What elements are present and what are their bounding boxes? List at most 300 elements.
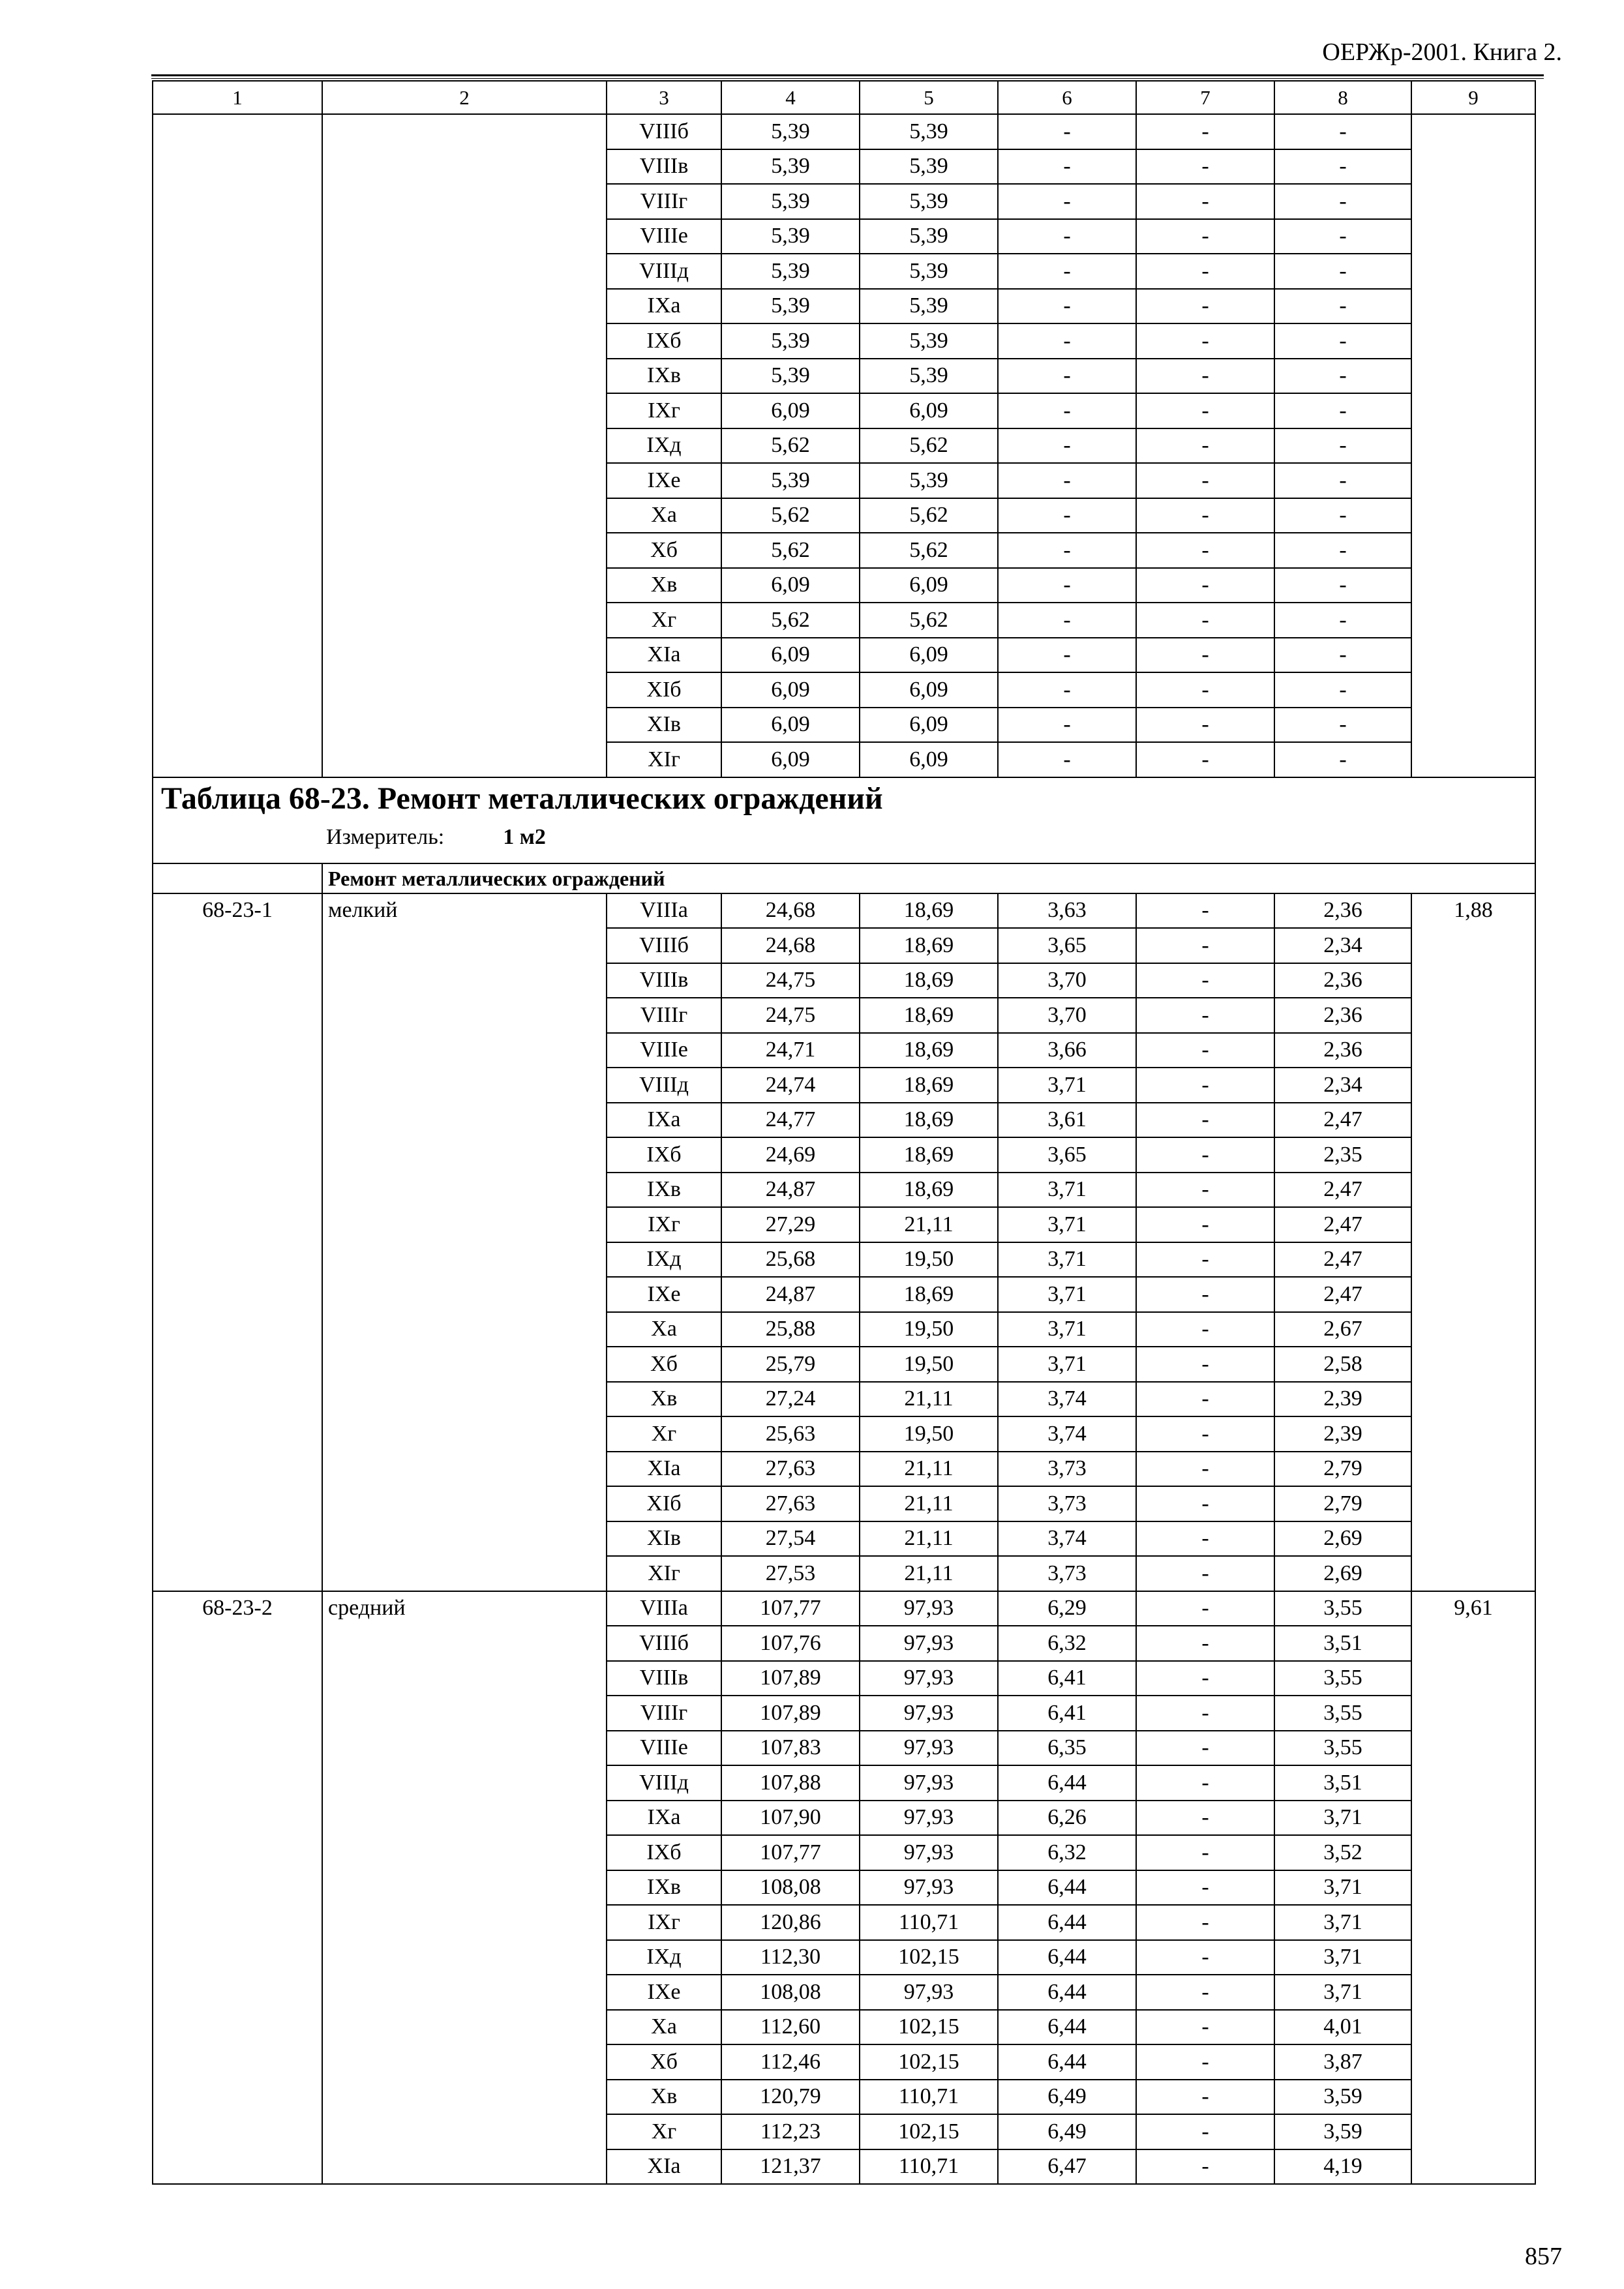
wages-cell: 18,69 <box>860 893 998 929</box>
machines-cell: 3,65 <box>998 928 1136 963</box>
machines-cell: 6,41 <box>998 1696 1136 1731</box>
total-cost-cell: 5,39 <box>721 323 860 359</box>
machinist-wages-cell: - <box>1136 219 1274 254</box>
materials-cell: - <box>1274 359 1411 394</box>
materials-cell: 2,58 <box>1274 1347 1411 1382</box>
machinist-wages-cell: - <box>1136 1731 1274 1766</box>
item-code: 68-23-1 <box>153 893 322 1591</box>
climate-zone-cell: IXв <box>607 1870 721 1906</box>
meter-unit: 1 м2 <box>503 824 546 849</box>
wages-cell: 21,11 <box>860 1486 998 1521</box>
climate-zone-cell: XIв <box>607 1521 721 1557</box>
machines-cell: - <box>998 603 1136 638</box>
item-name: средний <box>322 1591 607 2185</box>
materials-cell: 3,51 <box>1274 1765 1411 1801</box>
section-name: Ремонт металлических ограждений <box>322 863 1535 893</box>
wages-cell: 97,93 <box>860 1975 998 2010</box>
wages-cell: 5,39 <box>860 114 998 149</box>
machines-cell: 3,71 <box>998 1242 1136 1278</box>
total-cost-cell: 5,39 <box>721 219 860 254</box>
table-row <box>153 893 1535 929</box>
climate-zone-cell: IXа <box>607 1801 721 1836</box>
wages-cell: 18,69 <box>860 1033 998 1068</box>
materials-cell: 2,35 <box>1274 1137 1411 1173</box>
wages-cell: 110,71 <box>860 1905 998 1940</box>
column-number: 8 <box>1274 81 1411 114</box>
total-cost-cell: 27,63 <box>721 1486 860 1521</box>
total-cost-cell: 27,63 <box>721 1452 860 1487</box>
machinist-wages-cell: - <box>1136 2149 1274 2185</box>
machines-cell: - <box>998 393 1136 428</box>
climate-zone-cell: XIа <box>607 2149 721 2185</box>
machinist-wages-cell: - <box>1136 1033 1274 1068</box>
machinist-wages-cell: - <box>1136 1521 1274 1557</box>
machines-cell: - <box>998 219 1136 254</box>
machines-cell: 3,63 <box>998 893 1136 929</box>
machinist-wages-cell: - <box>1136 998 1274 1033</box>
wages-cell: 21,11 <box>860 1452 998 1487</box>
machines-cell: - <box>998 708 1136 743</box>
climate-zone-cell: XIб <box>607 672 721 708</box>
machinist-wages-cell: - <box>1136 2044 1274 2080</box>
column-number: 2 <box>322 81 607 114</box>
wages-cell: 18,69 <box>860 1068 998 1103</box>
wages-cell: 18,69 <box>860 1137 998 1173</box>
name-cell-empty <box>322 114 607 777</box>
total-cost-cell: 5,62 <box>721 533 860 568</box>
machines-cell: 6,44 <box>998 2010 1136 2045</box>
materials-cell: - <box>1274 254 1411 289</box>
materials-cell: 4,01 <box>1274 2010 1411 2045</box>
total-cost-cell: 108,08 <box>721 1870 860 1906</box>
materials-cell: 3,71 <box>1274 1905 1411 1940</box>
wages-cell: 97,93 <box>860 1870 998 1906</box>
wages-cell: 21,11 <box>860 1207 998 1242</box>
climate-zone-cell: VIIIв <box>607 1661 721 1696</box>
materials-cell: 2,47 <box>1274 1173 1411 1208</box>
climate-zone-cell: IXг <box>607 1905 721 1940</box>
climate-zone-cell: VIIIа <box>607 1591 721 1626</box>
total-cost-cell: 27,54 <box>721 1521 860 1557</box>
materials-cell: - <box>1274 672 1411 708</box>
materials-cell: - <box>1274 289 1411 324</box>
wages-cell: 97,93 <box>860 1835 998 1870</box>
climate-zone-cell: Xа <box>607 498 721 533</box>
climate-zone-cell: IXг <box>607 393 721 428</box>
materials-cell: 2,47 <box>1274 1242 1411 1278</box>
climate-zone-cell: IXа <box>607 289 721 324</box>
wages-cell: 6,09 <box>860 568 998 603</box>
machines-cell: 3,71 <box>998 1312 1136 1347</box>
total-cost-cell: 6,09 <box>721 672 860 708</box>
materials-cell: 2,47 <box>1274 1207 1411 1242</box>
machinist-wages-cell: - <box>1136 1347 1274 1382</box>
machinist-wages-cell: - <box>1136 2080 1274 2115</box>
section-spacer <box>153 863 322 893</box>
total-cost-cell: 5,39 <box>721 289 860 324</box>
materials-cell: 2,36 <box>1274 1033 1411 1068</box>
total-cost-cell: 24,69 <box>721 1137 860 1173</box>
wages-cell: 5,62 <box>860 498 998 533</box>
climate-zone-cell: IXв <box>607 1173 721 1208</box>
section-row <box>153 863 1535 893</box>
wages-cell: 97,93 <box>860 1696 998 1731</box>
labor-cell-empty <box>1411 114 1535 777</box>
meter-label: Измеритель: <box>326 824 445 849</box>
machines-cell: - <box>998 672 1136 708</box>
climate-zone-cell: VIIIб <box>607 114 721 149</box>
materials-cell: 2,69 <box>1274 1521 1411 1557</box>
wages-cell: 19,50 <box>860 1416 998 1452</box>
machinist-wages-cell: - <box>1136 393 1274 428</box>
climate-zone-cell: IXе <box>607 1975 721 2010</box>
machinist-wages-cell: - <box>1136 2114 1274 2149</box>
page-header: ОЕРЖр-2001. Книга 2. <box>1322 38 1562 66</box>
machines-cell: 3,66 <box>998 1033 1136 1068</box>
machines-cell: 3,73 <box>998 1486 1136 1521</box>
column-number-row <box>153 81 1535 114</box>
machinist-wages-cell: - <box>1136 254 1274 289</box>
materials-cell: - <box>1274 603 1411 638</box>
wages-cell: 97,93 <box>860 1626 998 1661</box>
machines-cell: 6,26 <box>998 1801 1136 1836</box>
total-cost-cell: 6,09 <box>721 393 860 428</box>
wages-cell: 5,39 <box>860 219 998 254</box>
machinist-wages-cell: - <box>1136 672 1274 708</box>
machines-cell: 3,71 <box>998 1068 1136 1103</box>
machinist-wages-cell: - <box>1136 463 1274 498</box>
materials-cell: 3,55 <box>1274 1696 1411 1731</box>
machinist-wages-cell: - <box>1136 114 1274 149</box>
total-cost-cell: 107,90 <box>721 1801 860 1836</box>
column-number: 5 <box>860 81 998 114</box>
total-cost-cell: 5,62 <box>721 498 860 533</box>
materials-cell: 2,69 <box>1274 1556 1411 1591</box>
machines-cell: 3,71 <box>998 1277 1136 1312</box>
machinist-wages-cell: - <box>1136 742 1274 777</box>
materials-cell: 3,51 <box>1274 1626 1411 1661</box>
materials-cell: 2,47 <box>1274 1277 1411 1312</box>
machinist-wages-cell: - <box>1136 498 1274 533</box>
machines-cell: - <box>998 742 1136 777</box>
total-cost-cell: 27,24 <box>721 1382 860 1417</box>
climate-zone-cell: Xг <box>607 2114 721 2149</box>
machinist-wages-cell: - <box>1136 1801 1274 1836</box>
wages-cell: 18,69 <box>860 1173 998 1208</box>
climate-zone-cell: IXб <box>607 1835 721 1870</box>
total-cost-cell: 107,89 <box>721 1661 860 1696</box>
machinist-wages-cell: - <box>1136 1556 1274 1591</box>
climate-zone-cell: VIIIг <box>607 998 721 1033</box>
meter-line <box>326 826 1535 848</box>
climate-zone-cell: VIIIе <box>607 219 721 254</box>
materials-cell: - <box>1274 184 1411 219</box>
materials-cell: - <box>1274 323 1411 359</box>
climate-zone-cell: Xг <box>607 1416 721 1452</box>
machines-cell: - <box>998 533 1136 568</box>
total-cost-cell: 107,88 <box>721 1765 860 1801</box>
climate-zone-cell: Xа <box>607 1312 721 1347</box>
climate-zone-cell: IXб <box>607 323 721 359</box>
machines-cell: - <box>998 638 1136 673</box>
total-cost-cell: 5,62 <box>721 428 860 464</box>
wages-cell: 19,50 <box>860 1347 998 1382</box>
materials-cell: - <box>1274 568 1411 603</box>
machinist-wages-cell: - <box>1136 1591 1274 1626</box>
wages-cell: 97,93 <box>860 1661 998 1696</box>
machines-cell: 6,49 <box>998 2114 1136 2149</box>
climate-zone-cell: Xв <box>607 1382 721 1417</box>
total-cost-cell: 25,88 <box>721 1312 860 1347</box>
materials-cell: 3,71 <box>1274 1801 1411 1836</box>
machinist-wages-cell: - <box>1136 1835 1274 1870</box>
machines-cell: - <box>998 149 1136 185</box>
climate-zone-cell: IXд <box>607 1940 721 1975</box>
column-number: 6 <box>998 81 1136 114</box>
machinist-wages-cell: - <box>1136 1870 1274 1906</box>
machines-cell: 3,74 <box>998 1521 1136 1557</box>
machines-cell: 3,71 <box>998 1173 1136 1208</box>
wages-cell: 102,15 <box>860 2114 998 2149</box>
materials-cell: 2,36 <box>1274 963 1411 998</box>
machinist-wages-cell: - <box>1136 1312 1274 1347</box>
machinist-wages-cell: - <box>1136 1103 1274 1138</box>
total-cost-cell: 24,68 <box>721 928 860 963</box>
machines-cell: 3,74 <box>998 1416 1136 1452</box>
machines-cell: 3,73 <box>998 1556 1136 1591</box>
climate-zone-cell: VIIIа <box>607 893 721 929</box>
wages-cell: 6,09 <box>860 638 998 673</box>
wages-cell: 21,11 <box>860 1556 998 1591</box>
wages-cell: 5,62 <box>860 603 998 638</box>
total-cost-cell: 24,75 <box>721 963 860 998</box>
wages-cell: 18,69 <box>860 1103 998 1138</box>
wages-cell: 97,93 <box>860 1591 998 1626</box>
total-cost-cell: 24,68 <box>721 893 860 929</box>
machines-cell: 6,44 <box>998 1765 1136 1801</box>
total-cost-cell: 6,09 <box>721 708 860 743</box>
materials-cell: - <box>1274 638 1411 673</box>
materials-cell: 4,19 <box>1274 2149 1411 2185</box>
climate-zone-cell: Xб <box>607 533 721 568</box>
machinist-wages-cell: - <box>1136 428 1274 464</box>
machines-cell: 6,44 <box>998 2044 1136 2080</box>
total-cost-cell: 112,46 <box>721 2044 860 2080</box>
column-number: 7 <box>1136 81 1274 114</box>
page-number: 857 <box>1525 2243 1562 2270</box>
machinist-wages-cell: - <box>1136 323 1274 359</box>
wages-cell: 5,39 <box>860 289 998 324</box>
materials-cell: 2,34 <box>1274 928 1411 963</box>
materials-cell: 3,52 <box>1274 1835 1411 1870</box>
materials-cell: 3,71 <box>1274 1975 1411 2010</box>
machinist-wages-cell: - <box>1136 1905 1274 1940</box>
machinist-wages-cell: - <box>1136 289 1274 324</box>
wages-cell: 5,39 <box>860 323 998 359</box>
climate-zone-cell: VIIIд <box>607 1068 721 1103</box>
climate-zone-cell: Xа <box>607 2010 721 2045</box>
total-cost-cell: 5,39 <box>721 184 860 219</box>
machinist-wages-cell: - <box>1136 603 1274 638</box>
total-cost-cell: 25,79 <box>721 1347 860 1382</box>
machinist-wages-cell: - <box>1136 1661 1274 1696</box>
machinist-wages-cell: - <box>1136 1173 1274 1208</box>
wages-cell: 102,15 <box>860 2044 998 2080</box>
wages-cell: 21,11 <box>860 1521 998 1557</box>
wages-cell: 5,39 <box>860 463 998 498</box>
materials-cell: - <box>1274 393 1411 428</box>
wages-cell: 18,69 <box>860 928 998 963</box>
materials-cell: 2,36 <box>1274 998 1411 1033</box>
total-cost-cell: 120,86 <box>721 1905 860 1940</box>
machinist-wages-cell: - <box>1136 184 1274 219</box>
column-number: 1 <box>153 81 322 114</box>
climate-zone-cell: VIIIб <box>607 1626 721 1661</box>
total-cost-cell: 5,39 <box>721 114 860 149</box>
wages-cell: 5,39 <box>860 149 998 185</box>
total-cost-cell: 24,71 <box>721 1033 860 1068</box>
machines-cell: - <box>998 114 1136 149</box>
total-cost-cell: 6,09 <box>721 568 860 603</box>
column-number: 3 <box>607 81 721 114</box>
machines-cell: - <box>998 568 1136 603</box>
materials-cell: - <box>1274 533 1411 568</box>
total-cost-cell: 107,77 <box>721 1591 860 1626</box>
materials-cell: 2,67 <box>1274 1312 1411 1347</box>
climate-zone-cell: IXе <box>607 1277 721 1312</box>
climate-zone-cell: VIIIд <box>607 254 721 289</box>
climate-zone-cell: Xб <box>607 1347 721 1382</box>
norms-table <box>152 80 1536 2185</box>
machinist-wages-cell: - <box>1136 1242 1274 1278</box>
machinist-wages-cell: - <box>1136 1486 1274 1521</box>
materials-cell: 2,47 <box>1274 1103 1411 1138</box>
wages-cell: 5,39 <box>860 359 998 394</box>
machines-cell: 3,73 <box>998 1452 1136 1487</box>
wages-cell: 6,09 <box>860 742 998 777</box>
machines-cell: 3,61 <box>998 1103 1136 1138</box>
machines-cell: - <box>998 359 1136 394</box>
machinist-wages-cell: - <box>1136 1940 1274 1975</box>
total-cost-cell: 5,39 <box>721 254 860 289</box>
machinist-wages-cell: - <box>1136 708 1274 743</box>
total-cost-cell: 24,87 <box>721 1277 860 1312</box>
climate-zone-cell: XIв <box>607 708 721 743</box>
machines-cell: 3,71 <box>998 1207 1136 1242</box>
climate-zone-cell: VIIIд <box>607 1765 721 1801</box>
materials-cell: 2,34 <box>1274 1068 1411 1103</box>
machinist-wages-cell: - <box>1136 149 1274 185</box>
climate-zone-cell: IXа <box>607 1103 721 1138</box>
materials-cell: 2,39 <box>1274 1416 1411 1452</box>
total-cost-cell: 108,08 <box>721 1975 860 2010</box>
climate-zone-cell: XIг <box>607 1556 721 1591</box>
machines-cell: - <box>998 428 1136 464</box>
materials-cell: - <box>1274 463 1411 498</box>
table-title-row <box>153 777 1535 863</box>
machines-cell: 6,32 <box>998 1835 1136 1870</box>
total-cost-cell: 24,74 <box>721 1068 860 1103</box>
machines-cell: - <box>998 498 1136 533</box>
wages-cell: 19,50 <box>860 1242 998 1278</box>
machines-cell: 6,41 <box>998 1661 1136 1696</box>
climate-zone-cell: XIб <box>607 1486 721 1521</box>
materials-cell: - <box>1274 149 1411 185</box>
climate-zone-cell: XIа <box>607 638 721 673</box>
wages-cell: 102,15 <box>860 2010 998 2045</box>
climate-zone-cell: XIа <box>607 1452 721 1487</box>
machinist-wages-cell: - <box>1136 2010 1274 2045</box>
machinist-wages-cell: - <box>1136 1382 1274 1417</box>
machinist-wages-cell: - <box>1136 963 1274 998</box>
climate-zone-cell: VIIIг <box>607 1696 721 1731</box>
machines-cell: - <box>998 184 1136 219</box>
materials-cell: 3,87 <box>1274 2044 1411 2080</box>
total-cost-cell: 5,62 <box>721 603 860 638</box>
table-row <box>153 114 1535 149</box>
machines-cell: 6,29 <box>998 1591 1136 1626</box>
header-rule <box>151 74 1544 76</box>
materials-cell: 3,55 <box>1274 1591 1411 1626</box>
total-cost-cell: 5,39 <box>721 359 860 394</box>
machines-cell: 3,70 <box>998 963 1136 998</box>
total-cost-cell: 112,23 <box>721 2114 860 2149</box>
wages-cell: 18,69 <box>860 998 998 1033</box>
machinist-wages-cell: - <box>1136 1277 1274 1312</box>
total-cost-cell: 112,30 <box>721 1940 860 1975</box>
wages-cell: 6,09 <box>860 672 998 708</box>
climate-zone-cell: Xв <box>607 2080 721 2115</box>
wages-cell: 18,69 <box>860 963 998 998</box>
climate-zone-cell: IXд <box>607 1242 721 1278</box>
total-cost-cell: 120,79 <box>721 2080 860 2115</box>
machinist-wages-cell: - <box>1136 1068 1274 1103</box>
total-cost-cell: 25,68 <box>721 1242 860 1278</box>
wages-cell: 6,09 <box>860 708 998 743</box>
climate-zone-cell: VIIIв <box>607 963 721 998</box>
climate-zone-cell: Xг <box>607 603 721 638</box>
machines-cell: 6,44 <box>998 1870 1136 1906</box>
materials-cell: - <box>1274 428 1411 464</box>
total-cost-cell: 107,83 <box>721 1731 860 1766</box>
labor-cost-cell: 9,61 <box>1411 1591 1535 2185</box>
total-cost-cell: 24,75 <box>721 998 860 1033</box>
machinist-wages-cell: - <box>1136 1765 1274 1801</box>
climate-zone-cell: XIг <box>607 742 721 777</box>
machinist-wages-cell: - <box>1136 1452 1274 1487</box>
machinist-wages-cell: - <box>1136 1626 1274 1661</box>
wages-cell: 110,71 <box>860 2080 998 2115</box>
climate-zone-cell: IXв <box>607 359 721 394</box>
materials-cell: 3,55 <box>1274 1661 1411 1696</box>
machinist-wages-cell: - <box>1136 359 1274 394</box>
machines-cell: 6,49 <box>998 2080 1136 2115</box>
machines-cell: - <box>998 254 1136 289</box>
machines-cell: 6,47 <box>998 2149 1136 2185</box>
item-code: 68-23-2 <box>153 1591 322 2185</box>
materials-cell: - <box>1274 742 1411 777</box>
machinist-wages-cell: - <box>1136 1975 1274 2010</box>
total-cost-cell: 121,37 <box>721 2149 860 2185</box>
materials-cell: 3,71 <box>1274 1940 1411 1975</box>
wages-cell: 21,11 <box>860 1382 998 1417</box>
machines-cell: 3,70 <box>998 998 1136 1033</box>
climate-zone-cell: VIIIе <box>607 1033 721 1068</box>
climate-zone-cell: IXе <box>607 463 721 498</box>
table-body <box>153 81 1535 2184</box>
machines-cell: 6,44 <box>998 1905 1136 1940</box>
climate-zone-cell: IXд <box>607 428 721 464</box>
